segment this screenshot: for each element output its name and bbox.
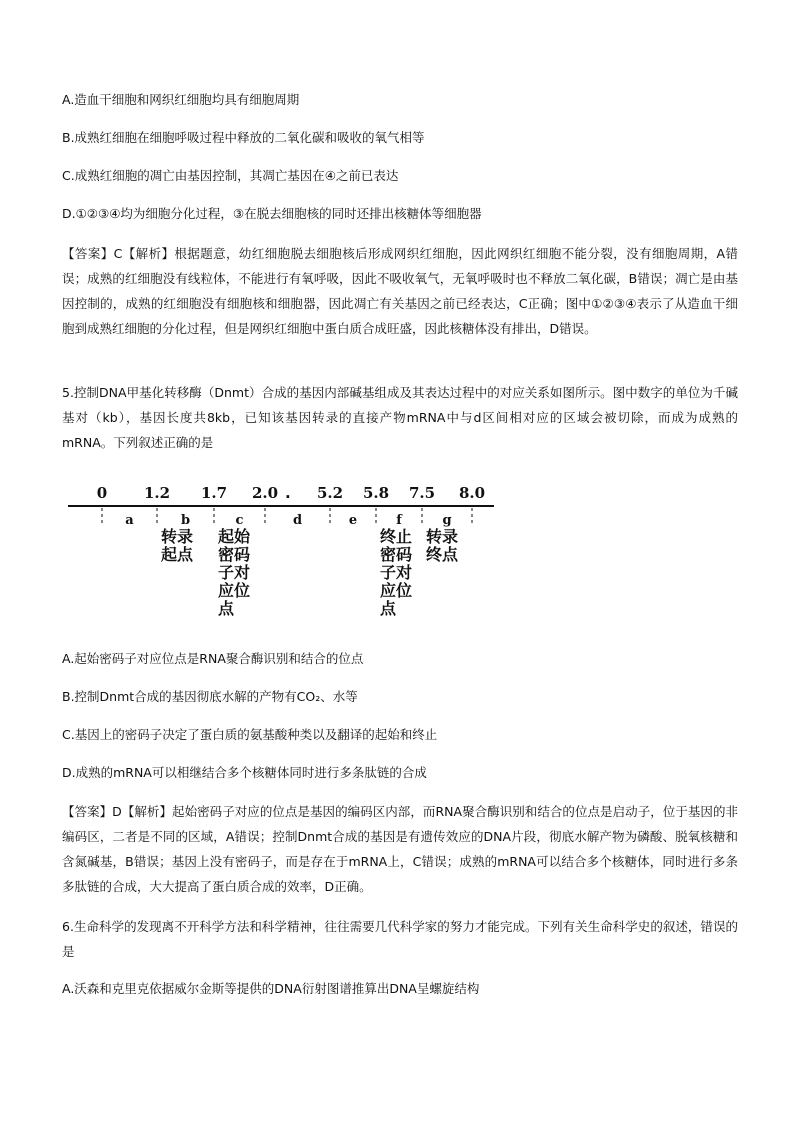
feature-label-2-line-4: 点 bbox=[380, 599, 397, 618]
q4-option-b: B.成熟红细胞在细胞呼吸过程中释放的二氧化碳和吸收的氧气相等 bbox=[62, 130, 425, 145]
feature-label-2-line-3: 应位 bbox=[380, 581, 413, 600]
feature-label-0-line-0: 转录 bbox=[161, 527, 194, 546]
tick-label-2: 1.7 bbox=[200, 484, 228, 502]
q4-option-a: A.造血干细胞和网织红细胞均具有细胞周期 bbox=[62, 92, 300, 107]
segment-label-d: d bbox=[292, 513, 303, 528]
q5-option-c: C.基因上的密码子决定了蛋白质的氨基酸种类以及翻译的起始和终止 bbox=[62, 727, 438, 742]
feature-label-0-line-1: 起点 bbox=[161, 545, 194, 564]
tick-label-6: 7.5 bbox=[408, 484, 436, 502]
gene-diagram bbox=[62, 468, 502, 628]
feature-label-1-line-2: 子对 bbox=[218, 563, 251, 582]
tick-label-3: 2.0 bbox=[251, 484, 279, 502]
feature-label-3-line-1: 终点 bbox=[426, 545, 459, 564]
q6-stem: 6.生命科学的发现离不开科学方法和科学精神，往往需要几代科学家的努力才能完成。下列有关生命科学史的叙述，错误的是 bbox=[62, 919, 738, 959]
feature-label-2-line-0: 终止 bbox=[380, 527, 413, 546]
q4-answer: 【答案】C【解析】根据题意，幼红细胞脱去细胞核后形成网织红细胞，因此网织红细胞不能分裂，没有细胞周期，A错误；成熟的红细胞没有线粒体，不能进行有氧呼吸，因此不吸收氧气，无氧呼吸时也不释放二氧化碳，B错误；凋亡是由基因控制的，成熟的红细胞没有细胞核和细胞器，因此凋亡有关基因之前已经表达，C正确；图中①②③④表示了从造血干细胞到成熟红细胞的分化过程，但是网织红细胞中蛋白质合成旺盛，因此核糖体没有排出，D错误。 bbox=[62, 246, 738, 336]
q5-option-a: A.起始密码子对应位点是RNA聚合酶识别和结合的位点 bbox=[62, 651, 364, 666]
tick-label-0: 0 bbox=[96, 484, 108, 502]
feature-label-1-line-4: 点 bbox=[218, 599, 235, 618]
feature-label-1-line-3: 应位 bbox=[218, 581, 251, 600]
q5-option-b: B.控制Dnmt合成的基因彻底水解的产物有CO₂、水等 bbox=[62, 689, 358, 704]
tick-label-5: 5.8 bbox=[362, 484, 390, 502]
segment-label-c: c bbox=[235, 513, 244, 528]
feature-label-3-line-0: 转录 bbox=[426, 527, 459, 546]
segment-label-g: g bbox=[442, 513, 452, 528]
q6-option-a: A.沃森和克里克依据威尔金斯等提供的DNA衍射图谱推算出DNA呈螺旋结构 bbox=[62, 981, 480, 996]
q5-stem: 5.控制DNA甲基化转移酶（Dnmt）合成的基因内部碱基组成及其表达过程中的对应关系如图所示。图中数字的单位为千碱基对（kb），基因长度共8kb，已知该基因转录的直接产物mRNA中与d区间相对应的区域会被切除，而成为成熟的mRNA。下列叙述正确的是 bbox=[62, 385, 738, 450]
segment-label-f: f bbox=[396, 513, 402, 528]
q4-option-d: D.①②③④均为细胞分化过程，③在脱去细胞核的同时还排出核糖体等细胞器 bbox=[62, 206, 482, 221]
q5-option-d: D.成熟的mRNA可以相继结合多个核糖体同时进行多条肽链的合成 bbox=[62, 765, 427, 780]
segment-label-e: e bbox=[348, 513, 358, 528]
tick-label-1: 1.2 bbox=[143, 484, 171, 502]
tick-label-7: 8.0 bbox=[458, 484, 486, 502]
feature-label-1-line-0: 起始 bbox=[218, 527, 251, 546]
feature-label-1-line-1: 密码 bbox=[218, 545, 251, 564]
feature-label-2-line-2: 子对 bbox=[380, 563, 413, 582]
feature-label-2-line-1: 密码 bbox=[380, 545, 413, 564]
segment-label-b: b bbox=[180, 513, 191, 528]
tick-dot: . bbox=[285, 484, 291, 502]
q4-option-c: C.成熟红细胞的凋亡由基因控制，其凋亡基因在④之前已表达 bbox=[62, 168, 399, 183]
q5-answer: 【答案】D【解析】起始密码子对应的位点是基因的编码区内部，而RNA聚合酶识别和结合的位点是启动子，位于基因的非编码区，二者是不同的区域，A错误；控制Dnmt合成的基因是有遗传效应的DNA片段，彻底水解产物为磷酸、脱氧核糖和含氮碱基，B错误；基因上没有密码子，而是存在于mRNA上，C错误；成熟的mRNA可以结合多个核糖体，同时进行多条多肽链的合成，大大提高了蛋白质合成的效率，D正确。 bbox=[62, 804, 738, 894]
tick-label-4: 5.2 bbox=[316, 484, 344, 502]
gene-diagram-svg bbox=[62, 468, 502, 628]
segment-label-a: a bbox=[125, 513, 134, 528]
